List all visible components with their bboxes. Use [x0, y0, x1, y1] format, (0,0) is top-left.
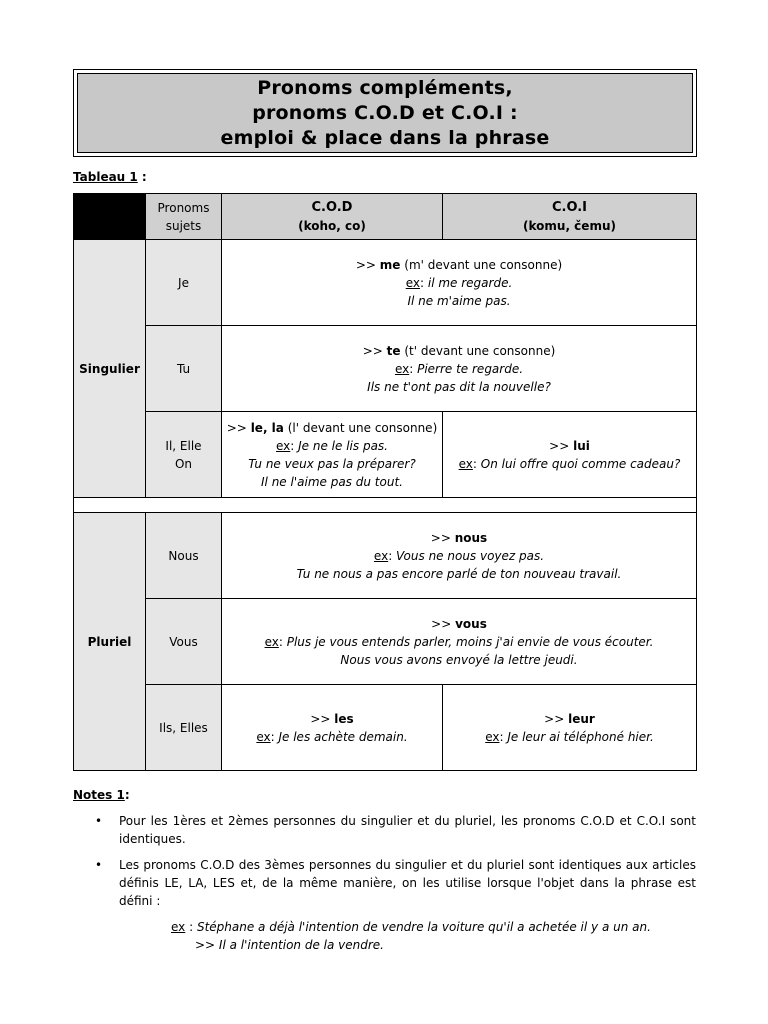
bullet-dot-icon: • — [95, 858, 103, 872]
cell-vous — [222, 599, 697, 685]
il-coi-ex-label: ex — [458, 456, 473, 471]
table-label — [73, 170, 147, 184]
subject-nous: Nous — [146, 513, 222, 599]
ils-cod-example: ex: Je les achète demain. — [256, 729, 408, 744]
note-bullet-1-text: Pour les 1ères et 2èmes personnes du singulier et du pluriel, les pronoms C.O.D et C.O.I sont identiques. — [119, 814, 696, 846]
ils-coi-ex: Je leur ai téléphoné hier. — [507, 729, 654, 744]
group-singulier: Singulier — [74, 240, 146, 498]
ils-coi-example: ex: Je leur ai téléphoné hier. — [485, 729, 654, 744]
tu-ex1: Pierre te regarde. — [417, 361, 524, 376]
cell-ils-coi — [443, 685, 697, 771]
row-tu — [74, 326, 697, 412]
tu-ex-label: ex — [394, 361, 410, 376]
il-cod-example-1: ex: Je ne le lis pas. — [276, 438, 388, 453]
header-subjects: Pronoms sujets — [146, 194, 222, 240]
cell-il-coi — [443, 412, 697, 498]
subject-il — [146, 412, 222, 498]
il-coi-pronoun-line: >> lui — [549, 438, 590, 453]
vous-pronoun: vous — [455, 616, 487, 631]
subject-il-line1: Il, Elle — [165, 438, 202, 453]
vous-pronoun-line: >> vous — [431, 616, 487, 631]
cell-ils-cod — [222, 685, 443, 771]
cell-il-cod — [222, 412, 443, 498]
je-example-2 — [226, 292, 692, 310]
je-ex2: Il ne m'aime pas. — [407, 293, 511, 308]
header-cod-title: C.O.D — [311, 199, 353, 215]
row-ils — [74, 685, 697, 771]
header-cod — [222, 194, 443, 240]
group-pluriel: Pluriel — [74, 513, 146, 771]
tu-note: (t' devant une consonne) — [404, 343, 556, 358]
ils-coi-pronoun: leur — [568, 711, 595, 726]
note-bullet-1 — [73, 812, 696, 848]
note-example-1: ex : Stéphane a déjà l'intention de vendre la voiture qu'il a achetée il y a un an. — [171, 920, 651, 934]
header-cod-sub: (koho, co) — [298, 218, 366, 233]
separator-cell — [74, 498, 697, 513]
title-line-2: pronoms C.O.D et C.O.I : — [252, 101, 518, 124]
il-cod-note: (l' devant une consonne) — [287, 420, 438, 435]
notes-title-text: Notes 1 — [73, 788, 125, 802]
je-ex-label: ex — [405, 275, 420, 290]
subject-tu: Tu — [146, 326, 222, 412]
il-cod-pronoun: le, la — [250, 420, 284, 435]
title-box — [73, 69, 697, 157]
tu-example-1: ex: Pierre te regarde. — [394, 361, 524, 376]
subject-ils: Ils, Elles — [146, 685, 222, 771]
note-example-2 — [73, 936, 696, 954]
je-note: (m' devant une consonne) — [404, 257, 563, 272]
il-cod-ex-label: ex — [276, 438, 291, 453]
row-nous — [74, 513, 697, 599]
subject-vous: Vous — [146, 599, 222, 685]
il-cod-example-3 — [226, 473, 438, 491]
ils-coi-pronoun-line: >> leur — [544, 711, 595, 726]
notes-title-suffix: : — [124, 788, 130, 802]
il-cod-ex1: Je ne le lis pas. — [298, 438, 388, 453]
header-coi-title: C.O.I — [551, 199, 588, 215]
table-header-row — [74, 194, 697, 240]
il-cod-example-2 — [226, 455, 438, 473]
title-banner — [77, 73, 693, 153]
pronouns-table — [73, 193, 697, 771]
vous-example-2 — [226, 651, 692, 669]
cell-tu — [222, 326, 697, 412]
table-label-suffix: : — [137, 170, 147, 184]
vous-ex2: Nous vous avons envoyé la lettre jeudi. — [340, 652, 578, 667]
subject-il-line2: On — [174, 456, 193, 471]
nous-example-1: ex: Vous ne nous voyez pas. — [373, 548, 545, 563]
nous-pronoun-line: >> nous — [430, 530, 488, 545]
ils-cod-pronoun-line: >> les — [310, 711, 354, 726]
note-example-2-text: >> Il a l'intention de la vendre. — [195, 938, 384, 952]
vous-ex1: Plus je vous entends parler, moins j'ai envie de vous écouter. — [286, 634, 654, 649]
il-coi-example: ex: On lui offre quoi comme cadeau? — [458, 456, 681, 471]
tu-example-2 — [226, 378, 692, 396]
ils-cod-pronoun: les — [334, 711, 354, 726]
il-coi-pronoun: lui — [573, 438, 590, 453]
tu-pronoun-line: >> te (t' devant une consonne) — [362, 343, 556, 358]
nous-ex1: Vous ne nous voyez pas. — [396, 548, 545, 563]
note-bullet-2-text: Les pronoms C.O.D des 3èmes personnes du singulier et du pluriel sont identiques aux articles définis LE, LA, LES et, de la même manière, on les utilise lorsque l'objet dans la phrase est défini : — [119, 858, 696, 908]
header-coi — [443, 194, 697, 240]
il-cod-ex2: Tu ne veux pas la préparer? — [248, 456, 416, 471]
tu-pronoun: te — [386, 343, 401, 358]
row-vous — [74, 599, 697, 685]
notes-section — [73, 788, 696, 954]
je-ex1: il me regarde. — [427, 275, 513, 290]
header-coi-sub: (komu, čemu) — [523, 218, 616, 233]
il-coi-ex1: On lui offre quoi comme cadeau? — [480, 456, 681, 471]
vous-example-1: ex: Plus je vous entends parler, moins j'ai envie de vous écouter. — [264, 634, 654, 649]
title-line-3: emploi & place dans la phrase — [220, 126, 550, 149]
row-il — [74, 412, 697, 498]
note-example-1-text: Stéphane a déjà l'intention de vendre la voiture qu'il a achetée il y a un an. — [196, 920, 651, 934]
nous-ex-label: ex — [373, 548, 389, 563]
row-je — [74, 240, 697, 326]
il-cod-ex3: Il ne l'aime pas du tout. — [261, 474, 403, 489]
note-ex-label: ex — [171, 920, 186, 934]
nous-ex2: Tu ne nous a pas encore parlé de ton nouveau travail. — [296, 566, 622, 581]
ils-coi-ex-label: ex — [485, 729, 500, 744]
je-example-1: ex: il me regarde. — [405, 275, 513, 290]
note-bullet-2 — [73, 856, 696, 910]
il-cod-pronoun-line: >> le, la (l' devant une consonne) — [226, 420, 438, 435]
je-pronoun-line: >> me (m' devant une consonne) — [355, 257, 563, 272]
group-separator — [74, 498, 697, 513]
notes-title — [73, 788, 696, 802]
nous-example-2 — [226, 565, 692, 583]
subject-je: Je — [146, 240, 222, 326]
je-pronoun: me — [379, 257, 401, 272]
table-label-text: Tableau 1 — [73, 170, 138, 184]
ils-cod-ex: Je les achète demain. — [278, 729, 408, 744]
cell-je — [222, 240, 697, 326]
tu-ex2: Ils ne t'ont pas dit la nouvelle? — [367, 379, 551, 394]
cell-nous — [222, 513, 697, 599]
ils-cod-ex-label: ex — [256, 729, 271, 744]
header-corner — [74, 194, 146, 240]
nous-pronoun: nous — [454, 530, 488, 545]
vous-ex-label: ex — [264, 634, 279, 649]
bullet-dot-icon: • — [95, 814, 103, 828]
title-line-1: Pronoms compléments, — [257, 76, 513, 99]
